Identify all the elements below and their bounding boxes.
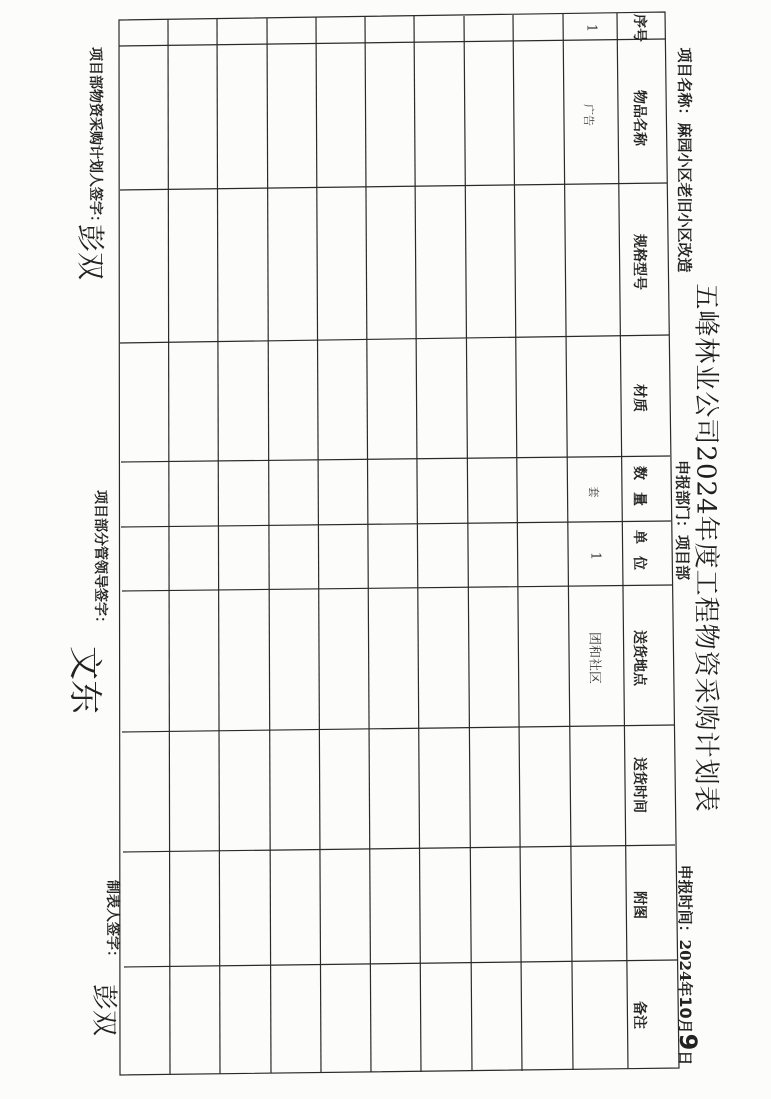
project-name-value: 麻园小区老旧小区改造 (675, 122, 694, 273)
planner-signature-label: 项目部物资采购计划人签字： (87, 47, 103, 229)
report-time-day-unit: 日 (676, 1050, 694, 1066)
header-remark: 备注 (631, 1001, 647, 1029)
project-name-label: 项目名称： (675, 47, 694, 123)
department-value: 项目部 (673, 535, 692, 581)
report-time-month-unit: 月 (676, 1018, 694, 1034)
report-time-month: 10 (676, 996, 695, 1019)
header-time: 送货时间 (631, 757, 647, 813)
department (673, 460, 694, 580)
header-spec: 规格型号 (631, 234, 647, 290)
row1-unit: 1 (587, 551, 603, 561)
project-name (675, 47, 696, 272)
leader-signature: 文东 (64, 646, 105, 714)
department-label: 申报部门： (673, 459, 692, 535)
report-time-day: 9 (674, 1033, 702, 1051)
report-time-label: 申报时间： (676, 864, 694, 940)
header-unit: 单位 (631, 530, 647, 582)
header-name: 物品名称 (631, 90, 647, 146)
row1-location: 团和社区 (586, 631, 602, 685)
header-material: 材质 (631, 384, 647, 412)
maker-signature-label: 制表人签字： (104, 880, 120, 964)
header-quantity: 数量 (631, 466, 647, 518)
row1-name: 广告 (582, 104, 595, 126)
maker-signature: 彭双 (88, 983, 119, 1037)
header-seq: 序号 (631, 14, 647, 42)
report-time (674, 865, 702, 1066)
report-time-year: 2024年 (676, 939, 694, 997)
header-attachment: 附图 (631, 891, 647, 919)
row1-quantity: 套 (587, 486, 600, 498)
row1-seq: 1 (583, 23, 599, 33)
form-title: 五峰林业公司2024年度工程物资采购计划表 (690, 283, 721, 813)
planner-signature: 彭双 (74, 223, 107, 281)
leader-signature-label: 项目部分管领导签字： (92, 490, 108, 630)
header-location: 送货地点 (631, 630, 647, 686)
